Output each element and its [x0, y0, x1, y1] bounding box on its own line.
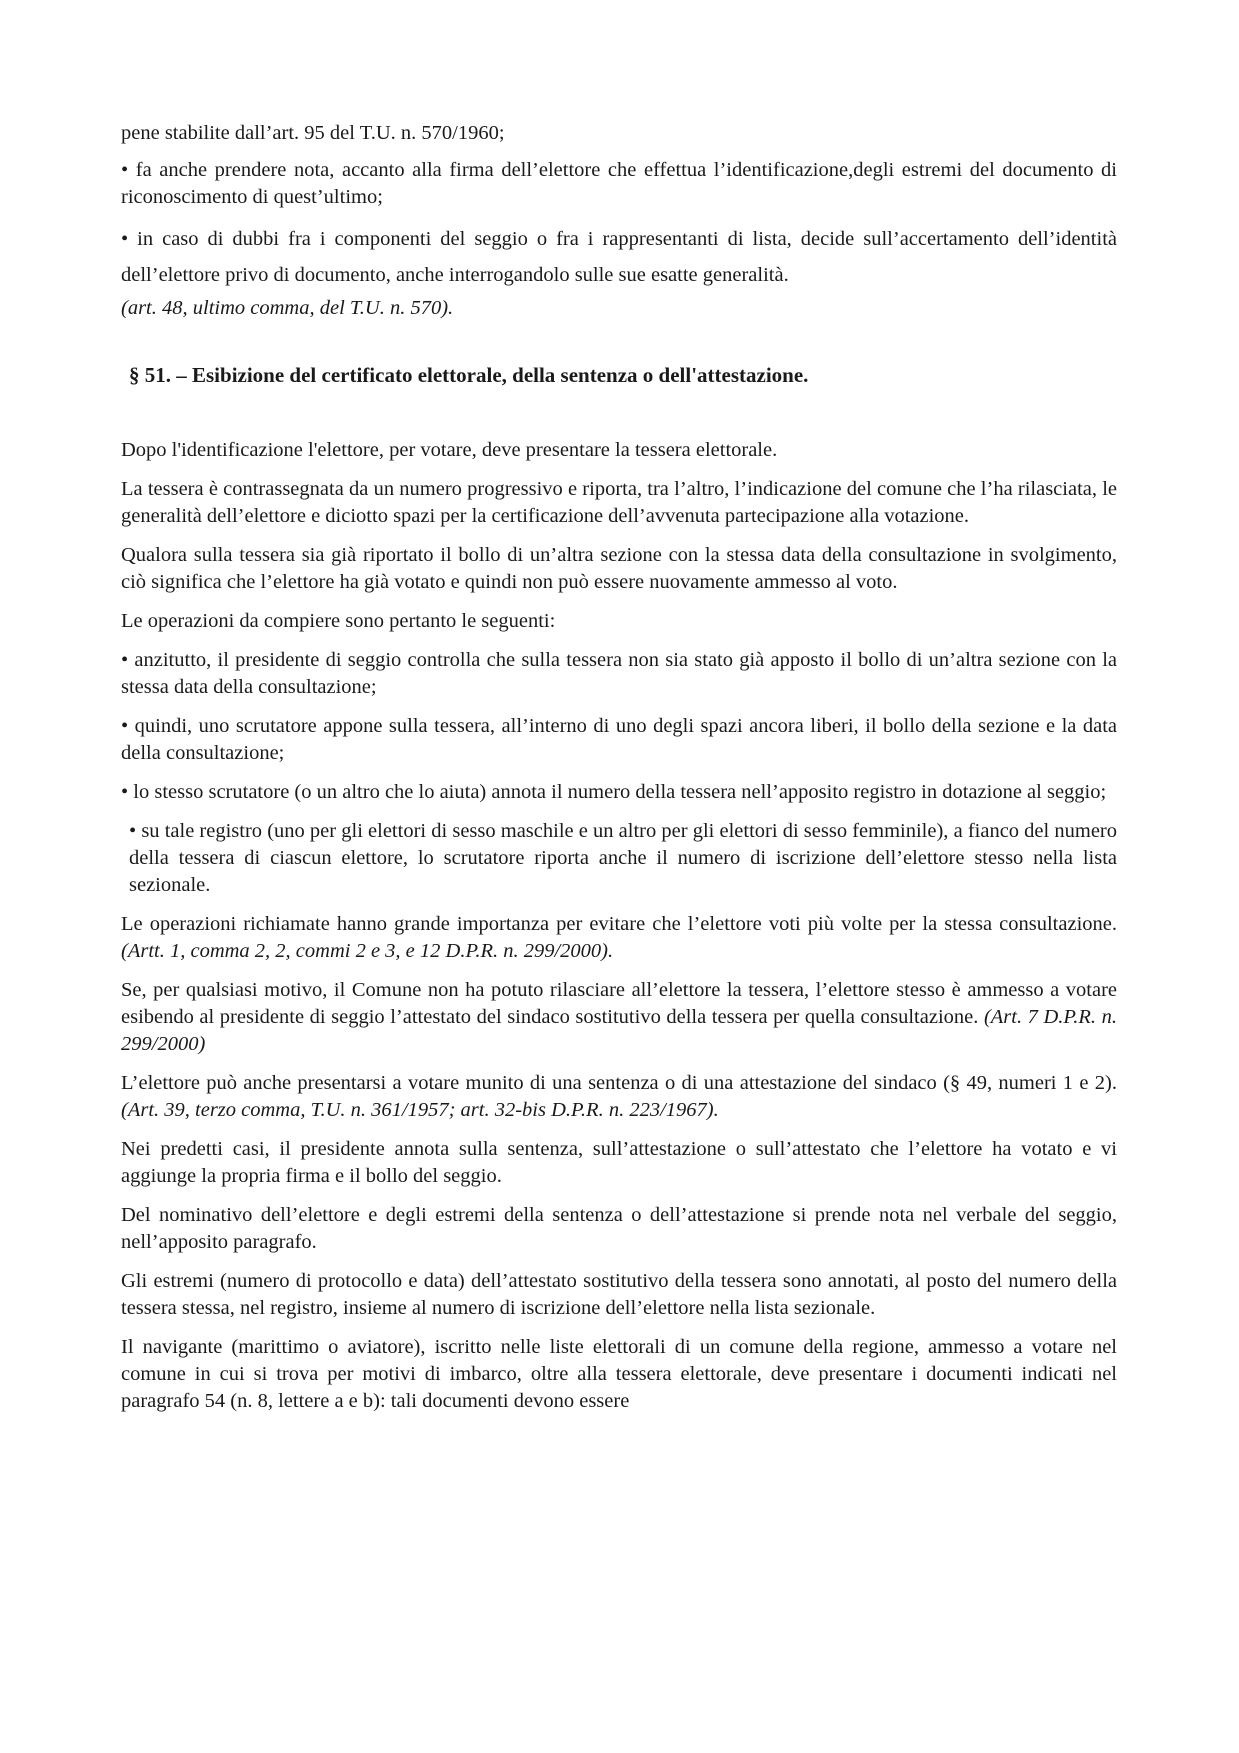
- paragraph-text: • su tale registro (uno per gli elettori di sesso maschile e un altro per gli elettori di sesso femminile), a fianco del numero della tessera di ciascun elettore, lo scrutatore riporta anche il numero di iscrizione dell’elettore stesso nella lista sezionale.: [129, 820, 1117, 896]
- paragraph-text: La tessera è contrassegnata da un numero progressivo e riporta, tra l’altro, l’indicazione del comune che l’ha rilasciata, le generalità dell’elettore e diciotto spazi per la certificazione dell’avvenuta partecipazione alla votazione.: [121, 478, 1117, 527]
- section-body: [121, 437, 1117, 1415]
- paragraph: [121, 1070, 1117, 1124]
- paragraph-text: • lo stesso scrutatore (o un altro che lo aiuta) annota il numero della tessera nell’apposito registro in dotazione al seggio;: [121, 781, 1107, 803]
- citation: (Art. 7 D.P.R. n. 299/2000): [121, 1006, 1117, 1055]
- paragraph: [121, 437, 1117, 464]
- paragraph-text: L’elettore può anche presentarsi a votare munito di una sentenza o di una attestazione del sindaco (§ 49, numeri 1 e 2).: [121, 1072, 1117, 1094]
- paragraph: [121, 542, 1117, 596]
- citation: (art. 48, ultimo comma, del T.U. n. 570).: [121, 297, 454, 319]
- paragraph: [121, 977, 1117, 1058]
- paragraph: [121, 608, 1117, 635]
- paragraph-text: Le operazioni richiamate hanno grande importanza per evitare che l’elettore voti più volte per la stessa consultazione.: [121, 913, 1117, 935]
- paragraph: [121, 911, 1117, 965]
- paragraph-text: Il navigante (marittimo o aviatore), iscritto nelle liste elettorali di un comune della regione, ammesso a votare nel comune in cui si trova per motivi di imbarco, oltre alla tessera elettorale, deve presentare i documenti indicati nel paragrafo 54 (n. 8, lettere a e b): tali documenti devono essere: [121, 1336, 1117, 1412]
- paragraph: [121, 1334, 1117, 1415]
- paragraph-text: Le operazioni da compiere sono pertanto le seguenti:: [121, 610, 556, 632]
- citation: (Art. 39, terzo comma, T.U. n. 361/1957; art. 32-bis D.P.R. n. 223/1967).: [121, 1099, 719, 1121]
- paragraph-text: Se, per qualsiasi motivo, il Comune non ha potuto rilasciare all’elettore la tessera, l’elettore stesso è ammesso a votare esibendo al presidente di seggio l’attestato del sindaco sostitutivo della tessera per quella consultazione.: [121, 979, 1117, 1028]
- bullet-item: • in caso di dubbi fra i componenti del seggio o fra i rappresentanti di lista, decide sull’accertamento dell’identità dell’elettore privo di documento, anche interrogandolo sulle sue esatte generalità.: [121, 228, 1117, 286]
- paragraph-text: Nei predetti casi, il presidente annota sulla sentenza, sull’attestazione o sull’attestato che l’elettore ha votato e vi aggiunge la propria firma e il bollo del seggio.: [121, 1138, 1117, 1187]
- citation: (Artt. 1, comma 2, 2, commi 2 e 3, e 12 D.P.R. n. 299/2000).: [121, 940, 614, 962]
- document-page: [121, 120, 1117, 1427]
- paragraph: [121, 1136, 1117, 1190]
- paragraph-text: Qualora sulla tessera sia già riportato il bollo di un’altra sezione con la stessa data della consultazione in svolgimento, ciò significa che l’elettore ha già votato e quindi non può essere nuovamente ammesso al voto.: [121, 544, 1117, 593]
- paragraph-text: • quindi, uno scrutatore appone sulla tessera, all’interno di uno degli spazi ancora liberi, il bollo della sezione e la data della consultazione;: [121, 715, 1117, 764]
- text-line: pene stabilite dall’art. 95 del T.U. n. 570/1960;: [121, 122, 505, 144]
- paragraph-text: Dopo l'identificazione l'elettore, per votare, deve presentare la tessera elettorale.: [121, 439, 778, 461]
- bullet-item: [121, 818, 1117, 899]
- paragraph: [121, 476, 1117, 530]
- paragraph: [121, 1268, 1117, 1322]
- bullet-item: [121, 647, 1117, 701]
- bullet-item: [121, 713, 1117, 767]
- paragraph-text: Del nominativo dell’elettore e degli estremi della sentenza o dell’attestazione si prende nota nel verbale del seggio, nell’apposito paragrafo.: [121, 1204, 1117, 1253]
- paragraph-text: Gli estremi (numero di protocollo e data) dell’attestato sostitutivo della tessera sono annotati, al posto del numero della tessera stessa, nel registro, insieme al numero di iscrizione dell’elettore nella lista sezionale.: [121, 1270, 1117, 1319]
- section-heading: § 51. – Esibizione del certificato elettorale, della sentenza o dell'attestazione.: [129, 363, 809, 387]
- paragraph-text: • anzitutto, il presidente di seggio controlla che sulla tessera non sia stato già apposto il bollo di un’altra sezione con la stessa data della consultazione;: [121, 649, 1117, 698]
- bullet-item: [121, 779, 1117, 806]
- paragraph: [121, 1202, 1117, 1256]
- bullet-item: • fa anche prendere nota, accanto alla firma dell’elettore che effettua l’identificazione,degli estremi del documento di riconoscimento di quest’ultimo;: [121, 159, 1117, 208]
